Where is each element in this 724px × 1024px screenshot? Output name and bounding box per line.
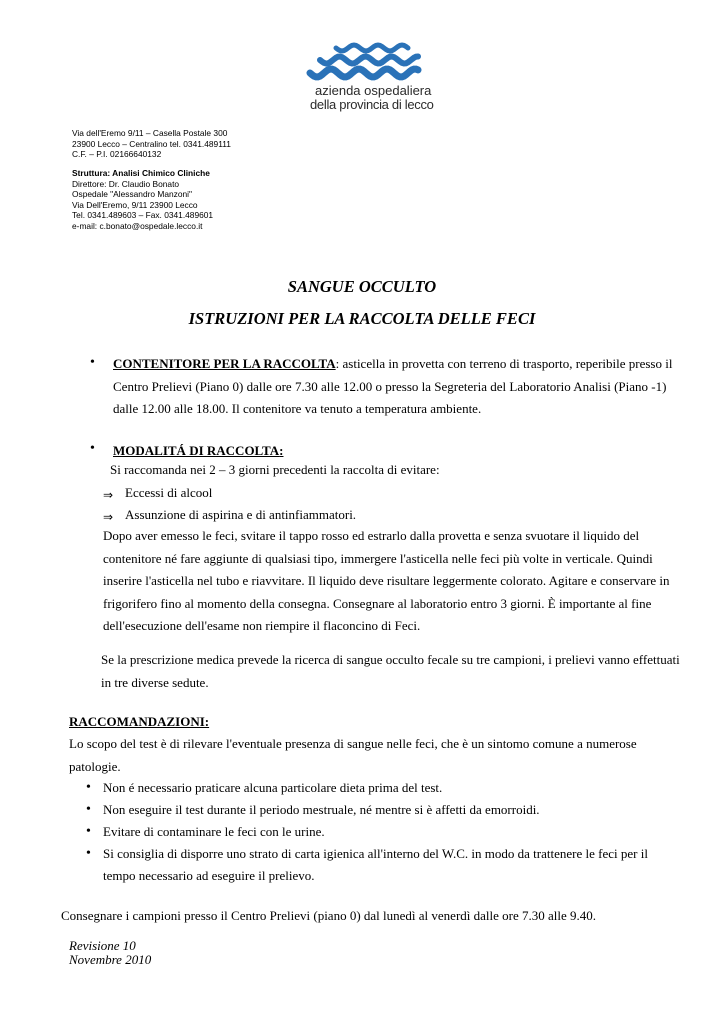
bullet-icon: • bbox=[86, 846, 91, 861]
container-line: Centro Prelievi (Piano 0) dalle ore 7.30 alle 12.00 o presso la Segreteria del Laboratorio Analisi (Piano -1) bbox=[113, 378, 667, 394]
recommendations-intro bbox=[69, 733, 647, 778]
bullet-icon: • bbox=[86, 780, 91, 795]
intro-line: Lo scopo del test è di rilevare l'eventuale presenza di sangue nelle feci, che è un sintomo comune a numerose bbox=[69, 736, 637, 751]
logo-line-2: della provincia di lecco bbox=[310, 97, 434, 112]
bullet-icon: • bbox=[86, 802, 91, 817]
instruction-line: dell'esecuzione dell'esame non riempire il flaconcino di Feci. bbox=[103, 618, 421, 633]
structure-block bbox=[72, 168, 213, 231]
revision-label: Revisione 10 bbox=[69, 938, 136, 953]
recommendations-label: RACCOMANDAZIONI: bbox=[69, 714, 210, 729]
arrow-icon: ⇒ bbox=[103, 488, 114, 502]
address-line: 23900 Lecco – Centralino tel. 0341.489111 bbox=[72, 138, 231, 149]
modality-instructions bbox=[103, 525, 670, 638]
recommendation-item-cont: tempo necessario ad eseguire il prelievo. bbox=[103, 868, 315, 883]
bullet-icon: • bbox=[90, 355, 95, 370]
modality-label: MODALITÁ DI RACCOLTA bbox=[113, 443, 280, 458]
container-section bbox=[113, 353, 673, 421]
structure-email: e-mail: c.bonato@ospedale.lecco.it bbox=[72, 220, 203, 231]
document-title: SANGUE OCCULTO bbox=[287, 277, 437, 296]
structure-line: Ospedale "Alessandro Manzoni" bbox=[72, 189, 193, 199]
recommendation-item: Evitare di contaminare le feci con le urine. bbox=[103, 824, 325, 839]
note-line: in tre diverse sedute. bbox=[101, 674, 209, 690]
container-line bbox=[113, 353, 673, 376]
avoid-item: Eccessi di alcool bbox=[125, 485, 213, 500]
avoid-item: Assunzione di aspirina e di antinfiammatori. bbox=[125, 507, 357, 522]
note-line: Se la prescrizione medica prevede la ricerca di sangue occulto fecale su tre campioni, i prelievi vanno effettuati bbox=[101, 652, 680, 667]
logo-wave bbox=[320, 57, 418, 64]
instruction-line: contenitore né fare aggiunte di qualsiasi tipo, immergere l'asticella nelle feci più volte in verticale. Quindi bbox=[103, 550, 653, 566]
arrow-icon: ⇒ bbox=[103, 510, 114, 524]
bullet-icon: • bbox=[90, 441, 95, 456]
structure-heading: Struttura: Analisi Chimico Cliniche bbox=[72, 168, 210, 178]
modality-intro: Si raccomanda nei 2 – 3 giorni precedenti la raccolta di evitare: bbox=[110, 462, 440, 477]
structure-line: Direttore: Dr. Claudio Bonato bbox=[72, 178, 180, 189]
instruction-line: Dopo aver emesso le feci, svitare il tappo rosso ed estrarlo dalla provetta e senza svuotare il liquido del bbox=[103, 528, 640, 543]
bullet-icon: • bbox=[86, 824, 91, 839]
recommendation-item: Si consiglia di disporre uno strato di carta igienica all'interno del W.C. in modo da trattenere le feci per il bbox=[103, 846, 648, 861]
recommendation-item: Non eseguire il test durante il periodo mestruale, né mentre si è affetti da emorroidi. bbox=[103, 802, 540, 817]
container-text: asticella in provetta con terreno di trasporto, reperibile presso il bbox=[339, 356, 673, 371]
logo-waves-icon bbox=[306, 40, 430, 88]
instruction-line: frigorifero fino al momento della consegna. Consegnare al laboratorio entro 3 giorni. È importante al fine bbox=[103, 595, 652, 611]
modality-colon: : bbox=[279, 443, 284, 458]
container-colon: : bbox=[335, 356, 340, 371]
logo-wave bbox=[310, 69, 418, 77]
revision-date: Novembre 2010 bbox=[69, 952, 152, 967]
recommendation-item: Non é necessario praticare alcuna particolare dieta prima del test. bbox=[103, 780, 443, 795]
address-line: C.F. – P.I. 02166640132 bbox=[72, 149, 162, 159]
structure-line: Tel. 0341.489603 – Fax. 0341.489601 bbox=[72, 210, 214, 220]
modality-note bbox=[101, 649, 680, 694]
logo-text bbox=[310, 84, 434, 112]
address-block bbox=[72, 128, 231, 160]
logo-wave bbox=[336, 45, 408, 51]
logo-line-1: azienda ospedaliera bbox=[315, 83, 432, 98]
delivery-note: Consegnare i campioni presso il Centro Prelievi (piano 0) dal lunedì al venerdì dalle ore 7.30 alle 9.40. bbox=[61, 908, 597, 923]
intro-line: patologie. bbox=[69, 758, 121, 774]
document-subtitle: ISTRUZIONI PER LA RACCOLTA DELLE FECI bbox=[188, 309, 536, 328]
container-line: dalle 12.00 alle 18.00. Il contenitore va tenuto a temperatura ambiente. bbox=[113, 401, 482, 416]
container-label: CONTENITORE PER LA RACCOLTA bbox=[113, 356, 336, 371]
structure-line: Via Dell'Eremo, 9/11 23900 Lecco bbox=[72, 199, 198, 210]
hospital-logo bbox=[306, 40, 434, 116]
address-line: Via dell'Eremo 9/11 – Casella Postale 300 bbox=[72, 128, 228, 138]
instruction-line: inserire l'asticella nel tubo e riavvitare. Il liquido deve risultare leggermente colorato. Agitare e conservare in bbox=[103, 573, 670, 588]
recommendations-heading bbox=[69, 711, 209, 734]
